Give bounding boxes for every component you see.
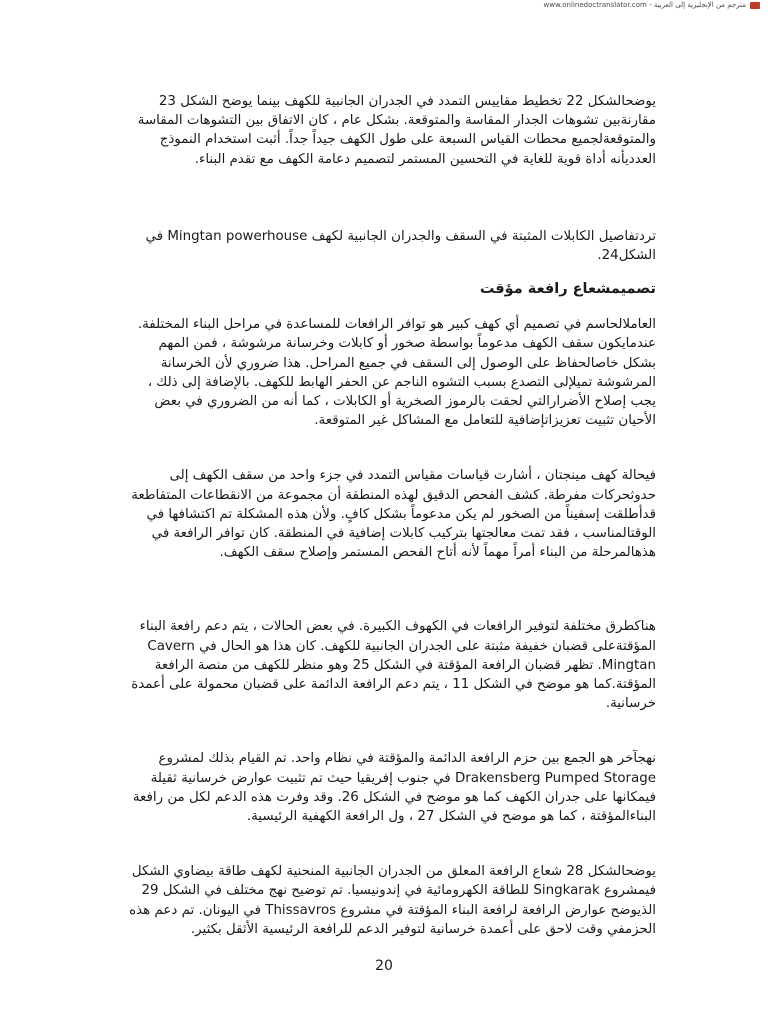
page-number: 20 — [375, 958, 393, 974]
paragraph-mingtan-case: فيحالة كهف مينجتان ، أشارت قياسات مقياس التمدد في جزء واحد من سقف الكهف إلى حدوثحركات مفرطة. كشف الفحص الدقيق لهذه المنطقة أن مجموعة من الانقطاعات المتقاطعة قدأطلقت إسفيناً من الصخور لم يكن مدعوماً بشكل كافٍ. ولأن هذه المشكلة تم اكتشافها في الوقتالمناسب ، فقد تمت معالجتها بتركيب كابلات إضافية في المنطقة. كان توافر الرافعة في هذهالمرحلة من البناء أمراً مهماً لأنه أتاح الفحص المستمر وإصلاح سقف الكهف. — [131, 468, 656, 561]
translator-header — [0, 0, 768, 10]
paragraph-crane-methods: هناكطرق مختلفة لتوفير الرافعات في الكهوف الكبيرة. في بعض الحالات ، يتم دعم رافعة البناء المؤقتةعلى قضبان خفيفة مثبتة على الجدران الجانبية للكهف. كان هذا هو الحال في Cavern Mingtan. تظهر قضبان الرافعة المؤقتة في الشكل 25 وهو منظر للكهف من منصة الرافعة المؤقتة.كما هو موضح في الشكل 11 ، يتم دعم الرافعة الدائمة على قضبان محمولة على أعمدة خرسانية. — [131, 619, 656, 712]
paragraph-combined-beams: نهجآخر هو الجمع بين حزم الرافعة الدائمة والمؤقتة في نظام واحد. تم القيام بذلك لمشروع Drakensberg Pumped Storage في جنوب إفريقيا حيث تم تثبيت عوارض خرسانية ثقيلة فيمكانها على جدران الكهف كما هو موضح في الشكل 26. وقد وفرت هذه الدعم لكل من رافعة البناءالمؤقتة ، كما هو موضح في الشكل 27 ، ول الرافعة الكهفية الرئيسية. — [132, 751, 656, 825]
paragraph-figure-22-23: يوضحالشكل 22 تخطيط مقاييس التمدد في الجدران الجانبية للكهف بينما يوضح الشكل 23 مقارنةبين تشوهات الجدار المقاسة والمتوقعة. بشكل عام ، كان الاتفاق بين التشوهات المقاسة والمتوقعةلجميع محطات القياس السبعة على طول الكهف جيداً جداً. أثبت استخدام النموذج العدديأنه أداة قوية للغاية في التحسين المستمر لتصميم دعامة الكهف مع تقدم البناء. — [137, 94, 656, 167]
document-translator-logo-icon — [750, 2, 760, 9]
section-heading: تصميمشعاع رافعة مؤقت — [479, 281, 656, 298]
paragraph-crane-importance: العاملالحاسم في تصميم أي كهف كبير هو توافر الرافعات للمساعدة في مراحل البناء المختلفة. عندمايكون سقف الكهف مدعوماً بواسطة صخور أو كابلات وخرسانة مرشوشة ، فمن المهم بشكل خاصالحفاظ على الوصول إلى السقف في جميع المراحل. هذا ضروري لأن الخرسانة المرشوشة تميلإلى التصدع بسبب التشوه الناجم عن الحفر الهابط للكهف. بالإضافة إلى ذلك ، يجب إصلاح الأضرارالتي لحقت بالرموز الصخرية أو الكابلات ، كما أنه من الضروري في بعض الأحيان تثبيت تعزيزاتإضافية للتعامل مع المشاكل غير المتوقعة. — [137, 317, 656, 429]
paragraph-figure-24: تردتفاصيل الكابلات المثبتة في السقف والجدران الجانبية لكهف Mingtan powerhouse في الشكل24. — [145, 228, 656, 264]
document-page — [128, 92, 656, 939]
paragraph-singkarak-thissavros: يوضحالشكل 28 شعاع الرافعة المعلق من الجدران الجانبية المنحنية لكهف طاقة بيضاوي الشكل فيمشروع Singkarak للطاقة الكهرومائية في إندونيسيا. تم توضيح نهج مختلف في الشكل 29 الذيوضح عوارض الرافعة لرافعة البناء المؤقتة في مشروع Thissavros في اليونان. تم دعم هذه الحزمفي وقت لاحق على أعمدة خرسانية لتوفير الدعم للرافعة الرئيسية الأثقل بكثير. — [129, 864, 656, 937]
translator-brand-text[interactable]: www.onlinedoctranslator.com - مترجم من الإنجليزية إلى العربية — [543, 1, 746, 9]
